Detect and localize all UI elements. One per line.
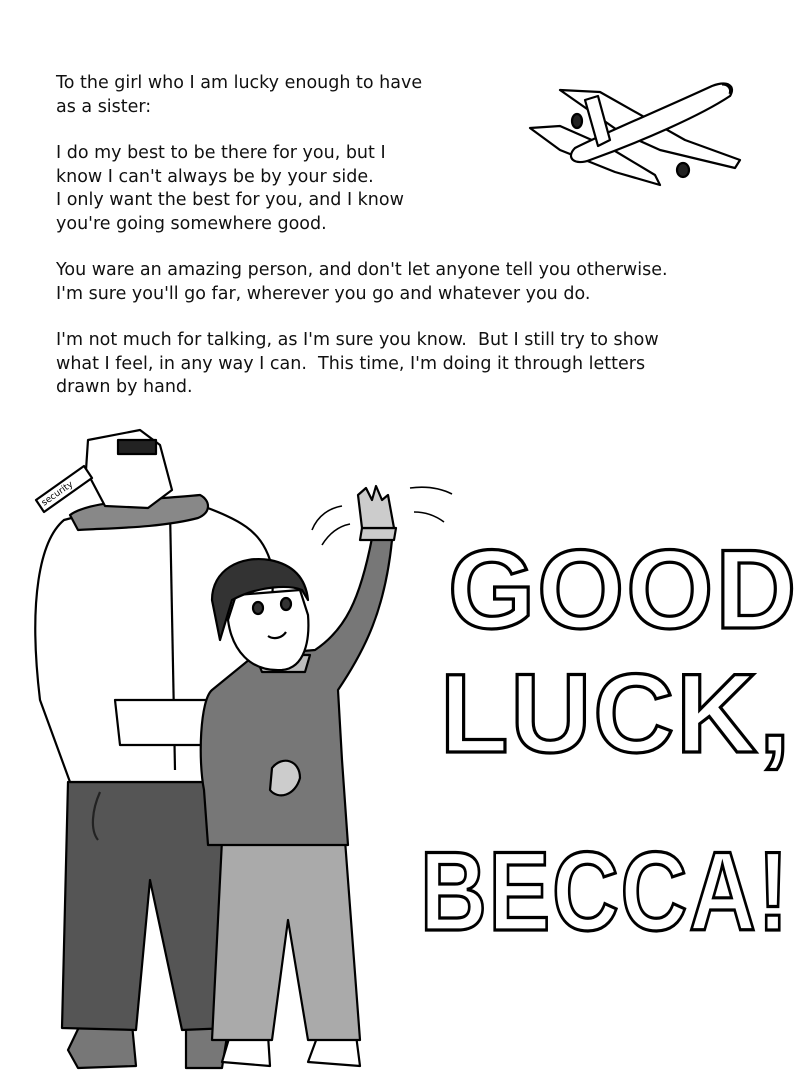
greeting-line: as a sister:: [56, 96, 152, 117]
paragraph-line: I do my best to be there for you, but I: [56, 143, 386, 163]
banner-line-1: GOOD: [448, 527, 799, 652]
banner-line-2: LUCK,: [440, 651, 793, 776]
good-luck-banner: [420, 527, 798, 954]
paragraph-line: I'm not much for talking, as I'm sure you know. But I still try to show: [56, 330, 659, 350]
paragraph-line: You ware an amazing person, and don't let anyone tell you otherwise.: [56, 260, 668, 280]
security-tag: [36, 466, 92, 512]
paragraph-line: drawn by hand.: [56, 377, 193, 397]
paragraph-line: what I feel, in any way I can. This time, I'm doing it through letters: [56, 353, 646, 374]
girl-figure: [201, 486, 396, 1066]
paragraph-line: you're going somewhere good.: [56, 213, 327, 234]
helmet-tag-label: security: [39, 479, 76, 509]
banner-line-3: BECCA!: [420, 829, 790, 954]
paragraph-line: know I can't always be by your side.: [56, 166, 374, 187]
paragraph-line: I only want the best for you, and I know: [56, 190, 404, 210]
greeting-line: To the girl who I am lucky enough to have: [56, 73, 423, 93]
paragraph-line: I'm sure you'll go far, wherever you go and whatever you do.: [56, 283, 591, 304]
airplane-icon: [530, 84, 740, 185]
